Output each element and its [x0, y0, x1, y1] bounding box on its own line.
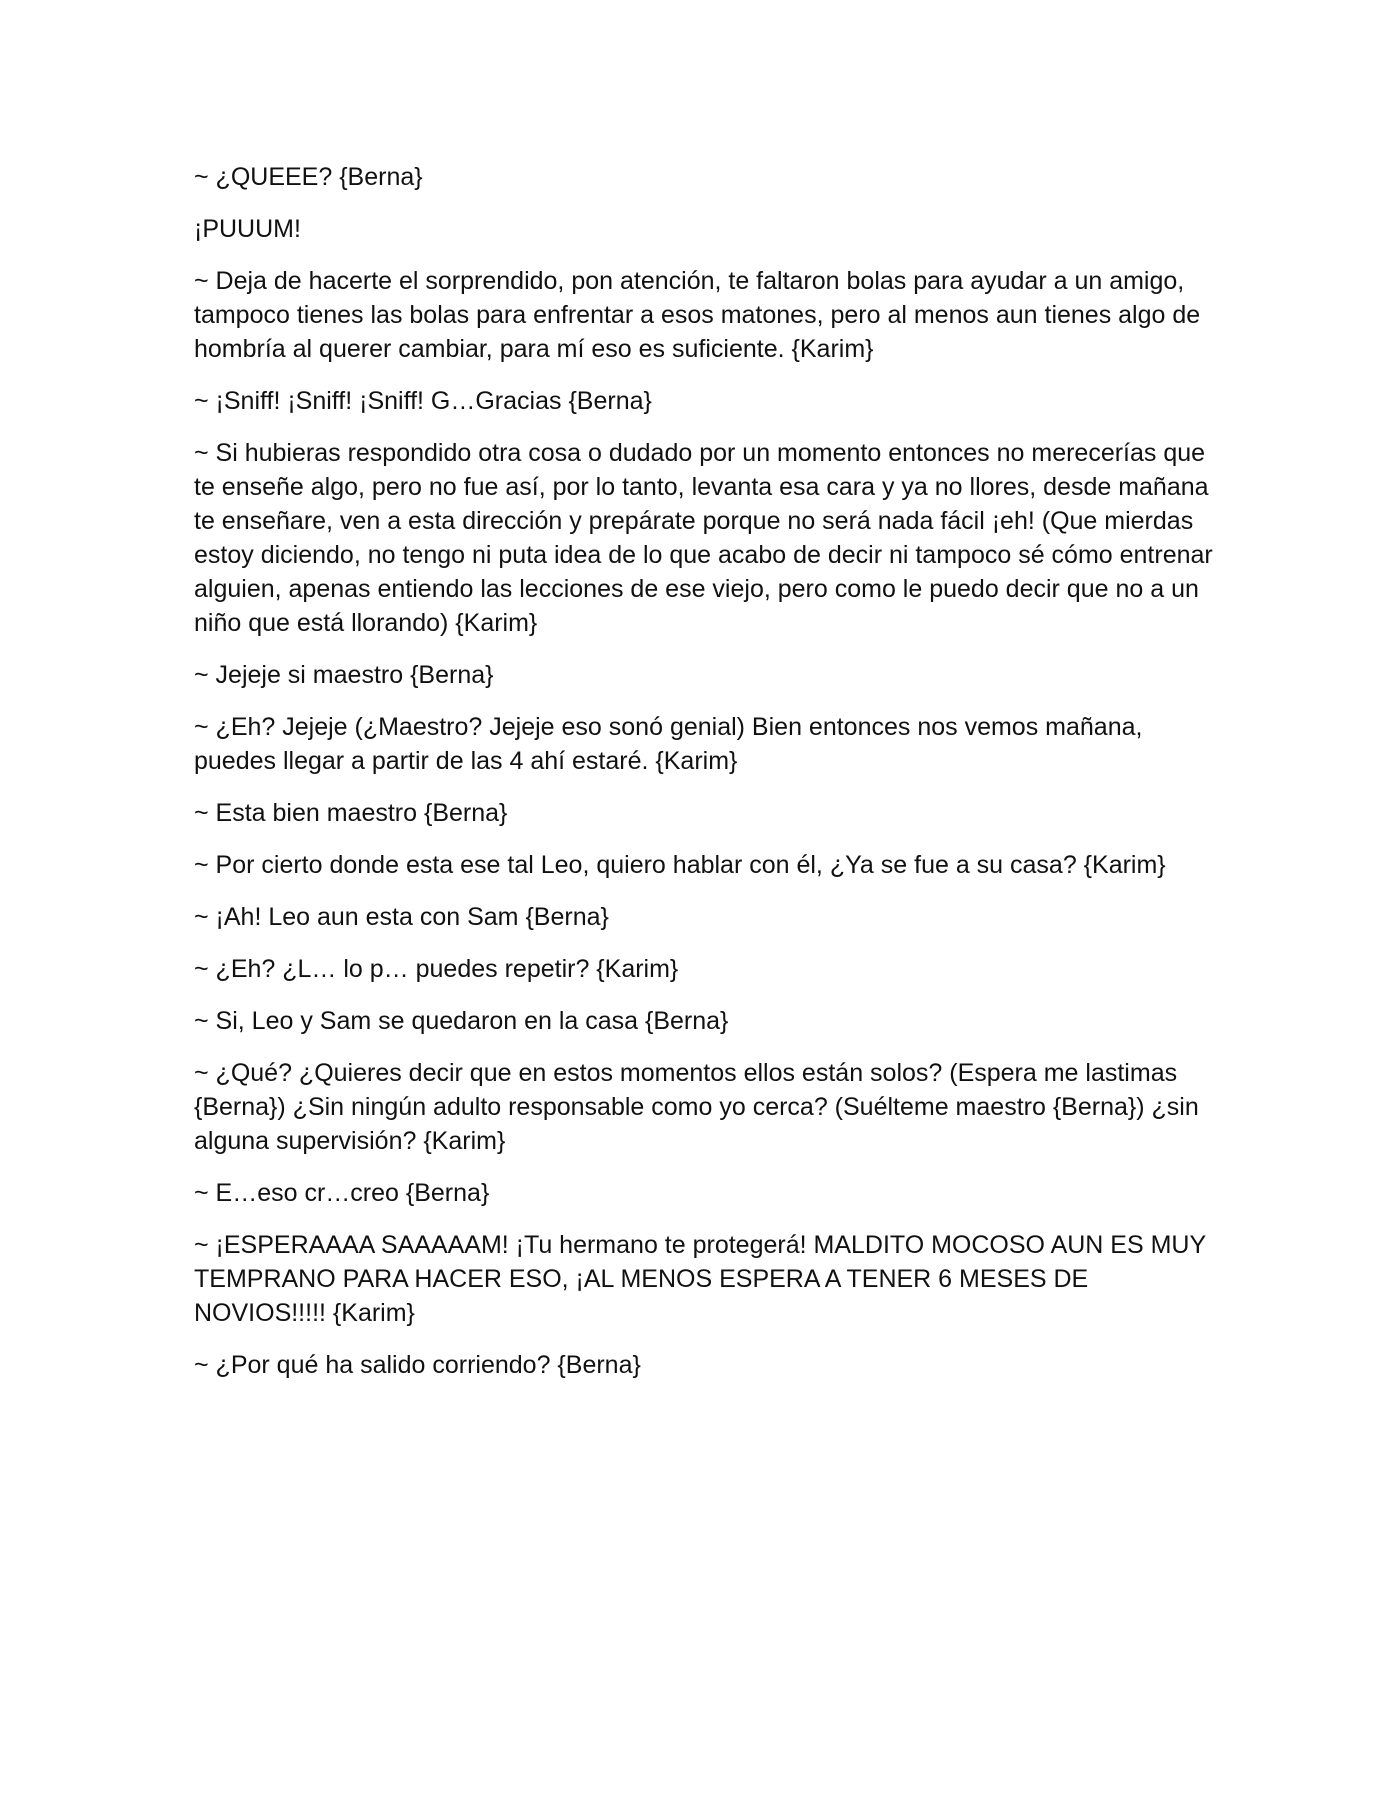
paragraph-15: ~ ¡ESPERAAAA SAAAAAM! ¡Tu hermano te protegerá! MALDITO MOCOSO AUN ES MUY TEMPRANO PARA HACER ESO, ¡AL MENOS ESPERA A TENER 6 MESES DE NOVIOS!!!!! {Karim} [194, 1231, 1206, 1327]
paragraph-4: ~ ¡Sniff! ¡Sniff! ¡Sniff! G…Gracias {Berna} [194, 387, 652, 415]
paragraph-16: ~ ¿Por qué ha salido corriendo? {Berna} [194, 1351, 641, 1379]
paragraph-6: ~ Jejeje si maestro {Berna} [194, 661, 494, 689]
paragraph-10: ~ ¡Ah! Leo aun esta con Sam {Berna} [194, 903, 609, 931]
paragraph-11: ~ ¿Eh? ¿L… lo p… puedes repetir? {Karim} [194, 955, 679, 983]
document-text [194, 160, 1214, 1400]
paragraph-14: ~ E…eso cr…creo {Berna} [194, 1179, 490, 1207]
paragraph-9: ~ Por cierto donde esta ese tal Leo, quiero hablar con él, ¿Ya se fue a su casa? {Karim} [194, 851, 1166, 879]
paragraph-13: ~ ¿Qué? ¿Quieres decir que en estos momentos ellos están solos? (Espera me lastimas {Berna}) ¿Sin ningún adulto responsable como yo cerca? (Suélteme maestro {Berna}) ¿sin alguna supervisión? {Karim} [194, 1059, 1199, 1155]
paragraph-3: ~ Deja de hacerte el sorprendido, pon atención, te faltaron bolas para ayudar a un amigo, tampoco tienes las bolas para enfrentar a esos matones, pero al menos aun tienes algo de hombría al querer cambiar, para mí eso es suficiente. {Karim} [194, 267, 1201, 363]
paragraph-2: ¡PUUUM! [194, 215, 301, 243]
paragraph-12: ~ Si, Leo y Sam se quedaron en la casa {Berna} [194, 1007, 729, 1035]
paragraph-8: ~ Esta bien maestro {Berna} [194, 799, 508, 827]
paragraph-7: ~ ¿Eh? Jejeje (¿Maestro? Jejeje eso sonó genial) Bien entonces nos vemos mañana, puedes llegar a partir de las 4 ahí estaré. {Karim} [194, 713, 1143, 775]
paragraph-5: ~ Si hubieras respondido otra cosa o dudado por un momento entonces no merecerías que te enseñe algo, pero no fue así, por lo tanto, levanta esa cara y ya no llores, desde mañana te enseñare, ven a esta dirección y prepárate porque no será nada fácil ¡eh! (Que mierdas estoy diciendo, no tengo ni puta idea de lo que acabo de decir ni tampoco sé cómo entrenar alguien, apenas entiendo las lecciones de ese viejo, pero como le puedo decir que no a un niño que está llorando) {Karim} [194, 439, 1213, 637]
paragraph-1: ~ ¿QUEEE? {Berna} [194, 163, 423, 191]
